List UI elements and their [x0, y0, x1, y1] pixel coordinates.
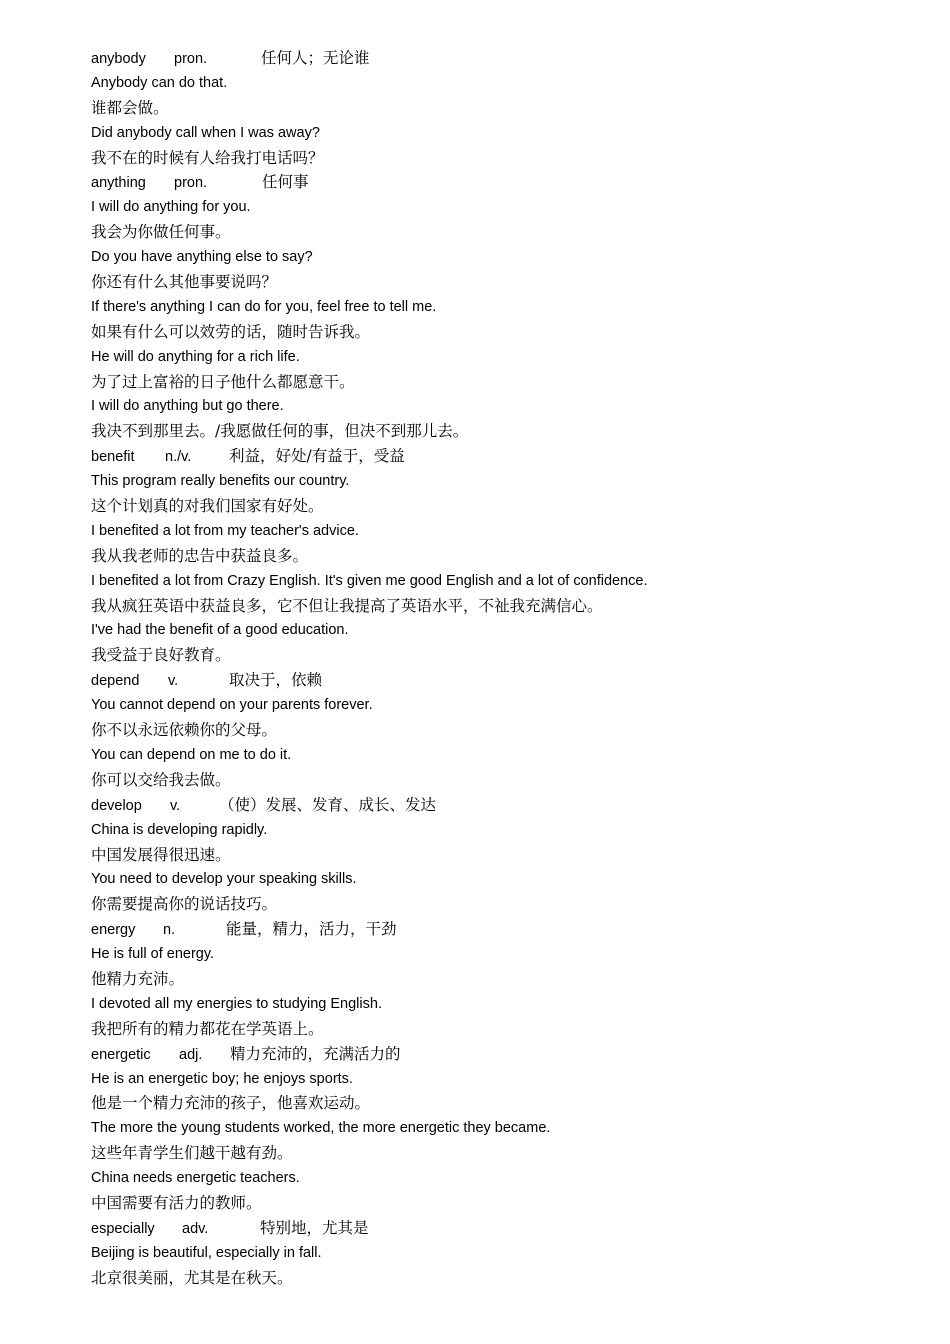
example-chinese: 我把所有的精力都花在学英语上。 [91, 1019, 324, 1038]
example-chinese: 谁都会做。 [91, 98, 169, 117]
meaning: 利益，好处/有益于，受益 [229, 447, 405, 466]
example-chinese: 我不在的时候有人给我打电话吗？ [91, 148, 324, 167]
part-of-speech: n./v. [165, 449, 192, 466]
example-chinese: 我从我老师的忠告中获益良多。 [91, 546, 309, 565]
part-of-speech: n. [163, 922, 176, 939]
example-english: China is developing rapidly. [91, 821, 268, 838]
example-chinese: 这些年青学生们越干越有劲。 [91, 1144, 293, 1163]
entry-header [91, 1216, 931, 1241]
entry-header [91, 1042, 931, 1067]
headword: anybody [91, 51, 146, 67]
example-english: You can depend on me to do it. [91, 746, 292, 763]
example-english: The more the young students worked, the more energetic they became. [91, 1120, 551, 1137]
headword: depend [91, 673, 140, 690]
headword: energy [91, 922, 136, 939]
example-chinese: 他精力充沛。 [91, 969, 185, 988]
entry-header [91, 793, 931, 818]
entry-header [91, 444, 931, 469]
meaning: 任何事 [262, 173, 309, 192]
example-english: If there's anything I can do for you, feel free to tell me. [91, 298, 437, 315]
example-english: He is an energetic boy; he enjoys sports. [91, 1070, 353, 1087]
example-chinese: 中国需要有活力的教师。 [91, 1193, 262, 1212]
meaning: 特别地，尤其是 [260, 1218, 369, 1237]
example-english: Anybody can do that. [91, 74, 228, 91]
part-of-speech: v. [168, 673, 179, 690]
example-english: I've had the benefit of a good education. [91, 622, 349, 639]
example-english: I benefited a lot from my teacher's advice. [91, 522, 359, 539]
example-chinese: 我决不到那里去。/我愿做任何的事，但决不到那儿去。 [91, 422, 469, 441]
example-english: Do you have anything else to say? [91, 249, 313, 266]
meaning: 取决于，依赖 [229, 671, 323, 690]
example-chinese: 为了过上富裕的日子他什么都愿意干。 [91, 372, 355, 391]
example-chinese: 你不以永远依赖你的父母。 [91, 721, 278, 740]
example-chinese: 这个计划真的对我们国家有好处。 [91, 497, 324, 516]
entry-header [91, 917, 931, 942]
part-of-speech: adv. [182, 1220, 209, 1237]
example-chinese: 你可以交给我去做。 [91, 770, 231, 789]
part-of-speech: pron. [174, 175, 208, 192]
headword: especially [91, 1220, 155, 1237]
part-of-speech: pron. [174, 51, 208, 67]
headword: anything [91, 175, 146, 192]
example-chinese: 我受益于良好教育。 [91, 646, 231, 665]
meaning: 任何人；无论谁 [261, 49, 370, 67]
entry-header [91, 668, 931, 693]
example-chinese: 如果有什么可以效劳的话，随时告诉我。 [91, 322, 371, 341]
meaning: 能量，精力，活力，干劲 [226, 920, 397, 939]
example-chinese: 我从疯狂英语中获益良多，它不但让我提高了英语水平，不祉我充满信心。 [91, 596, 603, 615]
entry-header [91, 46, 931, 71]
example-chinese: 你需要提高你的说话技巧。 [91, 895, 278, 914]
example-chinese: 北京很美丽，尤其是在秋天。 [91, 1268, 293, 1287]
example-english: I devoted all my energies to studying English. [91, 995, 382, 1012]
example-chinese: 他是一个精力充沛的孩子，他喜欢运动。 [91, 1094, 371, 1113]
vocabulary-document [91, 46, 931, 1291]
headword: develop [91, 797, 142, 814]
example-english: I benefited a lot from Crazy English. It's given me good English and a lot of confidence. [91, 572, 648, 589]
example-english: Did anybody call when I was away? [91, 124, 320, 141]
example-english: He is full of energy. [91, 946, 215, 963]
example-english: You cannot depend on your parents forever. [91, 697, 373, 714]
example-chinese: 中国发展得很迅速。 [91, 845, 231, 864]
example-english: This program really benefits our country. [91, 473, 350, 490]
headword: benefit [91, 449, 135, 466]
example-english: He will do anything for a rich life. [91, 348, 300, 365]
example-chinese: 我会为你做任何事。 [91, 223, 231, 242]
part-of-speech: adj. [179, 1046, 203, 1063]
example-chinese: 你还有什么其他事要说吗？ [91, 273, 278, 292]
meaning: （使）发展、发育、成长、发达 [219, 795, 437, 814]
example-english: You need to develop your speaking skills. [91, 871, 357, 888]
entry-header [91, 170, 931, 195]
meaning: 精力充沛的，充满活力的 [230, 1044, 401, 1063]
example-english: Beijing is beautiful, especially in fall. [91, 1244, 322, 1261]
example-english: China needs energetic teachers. [91, 1170, 300, 1187]
example-english: I will do anything for you. [91, 199, 251, 216]
headword: energetic [91, 1046, 151, 1063]
example-english: I will do anything but go there. [91, 398, 284, 415]
part-of-speech: v. [170, 797, 181, 814]
